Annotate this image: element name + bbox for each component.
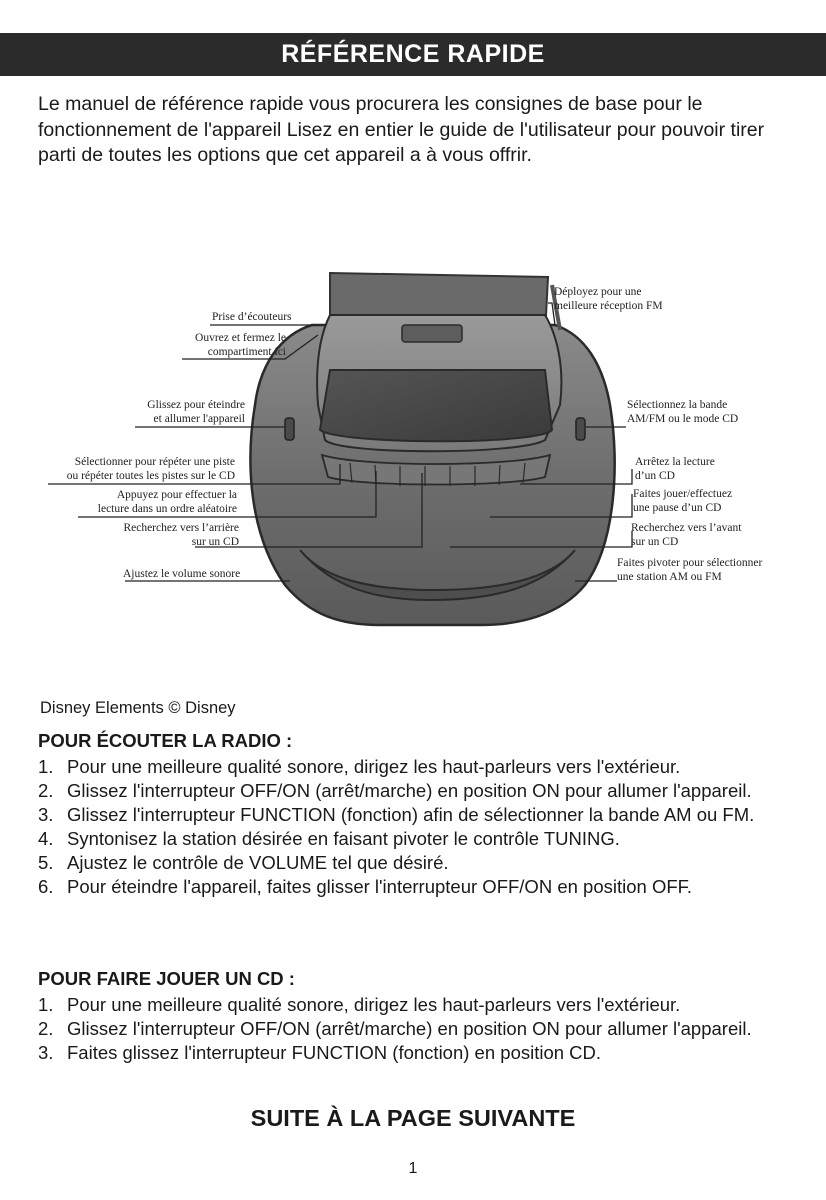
callout-random: Appuyez pour effectuer la lecture dans un ordre aléatoire (97, 489, 237, 515)
callout-play-pause: Faites jouer/effectuez une pause d’un CD (633, 488, 733, 514)
boombox-illustration (0, 255, 826, 655)
callout-stop: Arrêtez la lecture d’un CD (635, 456, 715, 482)
cd-steps (38, 993, 798, 1065)
list-item: 5. Ajustez le contrôle de VOLUME tel que désiré. (38, 852, 449, 873)
list-item: 6. Pour éteindre l'appareil, faites glisser l'interrupteur OFF/ON en position OFF. (38, 876, 693, 897)
cd-section-title: POUR FAIRE JOUER UN CD : (38, 968, 295, 989)
continued-notice: SUITE À LA PAGE SUIVANTE (250, 1105, 576, 1131)
intro-paragraph: Le manuel de référence rapide vous procurera les consignes de base pour le fonctionnement de l'appareil Lisez en entier le guide de l'utilisateur pour pouvoir tirer parti de toutes les options que cet appareil a à vous offrir. (38, 93, 765, 166)
callout-tuning: Faites pivoter pour sélectionner une station AM ou FM (617, 557, 763, 583)
list-item: 3. Faites glissez l'interrupteur FUNCTION (fonction) en position CD. (38, 1042, 602, 1063)
power-switch (285, 418, 294, 440)
top-badge (402, 325, 462, 342)
list-item: 1. Pour une meilleure qualité sonore, dirigez les haut-parleurs vers l'extérieur. (38, 756, 681, 777)
page-header (0, 33, 826, 76)
page-title: RÉFÉRENCE RAPIDE (281, 40, 545, 68)
callout-skip-back: Recherchez vers l’arrière sur un CD (123, 522, 239, 548)
list-item: 2. Glissez l'interrupteur OFF/ON (arrêt/marche) en position ON pour allumer l'appareil. (38, 1018, 752, 1039)
callout-headphone-jack: Prise d’écouteurs (212, 311, 292, 323)
callout-volume: Ajustez le volume sonore (123, 568, 241, 580)
cd-window (320, 370, 552, 441)
list-item: 1. Pour une meilleure qualité sonore, dirigez les haut-parleurs vers l'extérieur. (38, 994, 681, 1015)
callout-antenna: Déployez pour une meilleure réception FM (554, 286, 663, 312)
callout-skip-forward: Recherchez vers l’avant sur un CD (631, 522, 742, 548)
list-item: 4. Syntonisez la station désirée en faisant pivoter le contrôle TUNING. (38, 828, 620, 849)
callout-repeat: Sélectionner pour répéter une piste ou répéter toutes les pistes sur le CD (66, 456, 235, 482)
band-switch (576, 418, 585, 440)
callout-cd-door: Ouvrez et fermez le compartiment ici (195, 332, 286, 358)
page-number: 1 (408, 1160, 418, 1177)
callout-band-selector: Sélectionnez la bande AM/FM ou le mode CD (627, 399, 739, 425)
callout-power-switch: Glissez pour éteindre et allumer l'appareil (147, 399, 245, 425)
product-diagram (0, 255, 826, 655)
list-item: 3. Glissez l'interrupteur FUNCTION (fonction) afin de sélectionner la bande AM ou FM. (38, 804, 755, 825)
list-item: 2. Glissez l'interrupteur OFF/ON (arrêt/marche) en position ON pour allumer l'appareil. (38, 780, 752, 801)
copyright-credit: Disney Elements © Disney (40, 699, 236, 717)
radio-section-title: POUR ÉCOUTER LA RADIO : (38, 730, 293, 751)
radio-steps (38, 755, 798, 899)
